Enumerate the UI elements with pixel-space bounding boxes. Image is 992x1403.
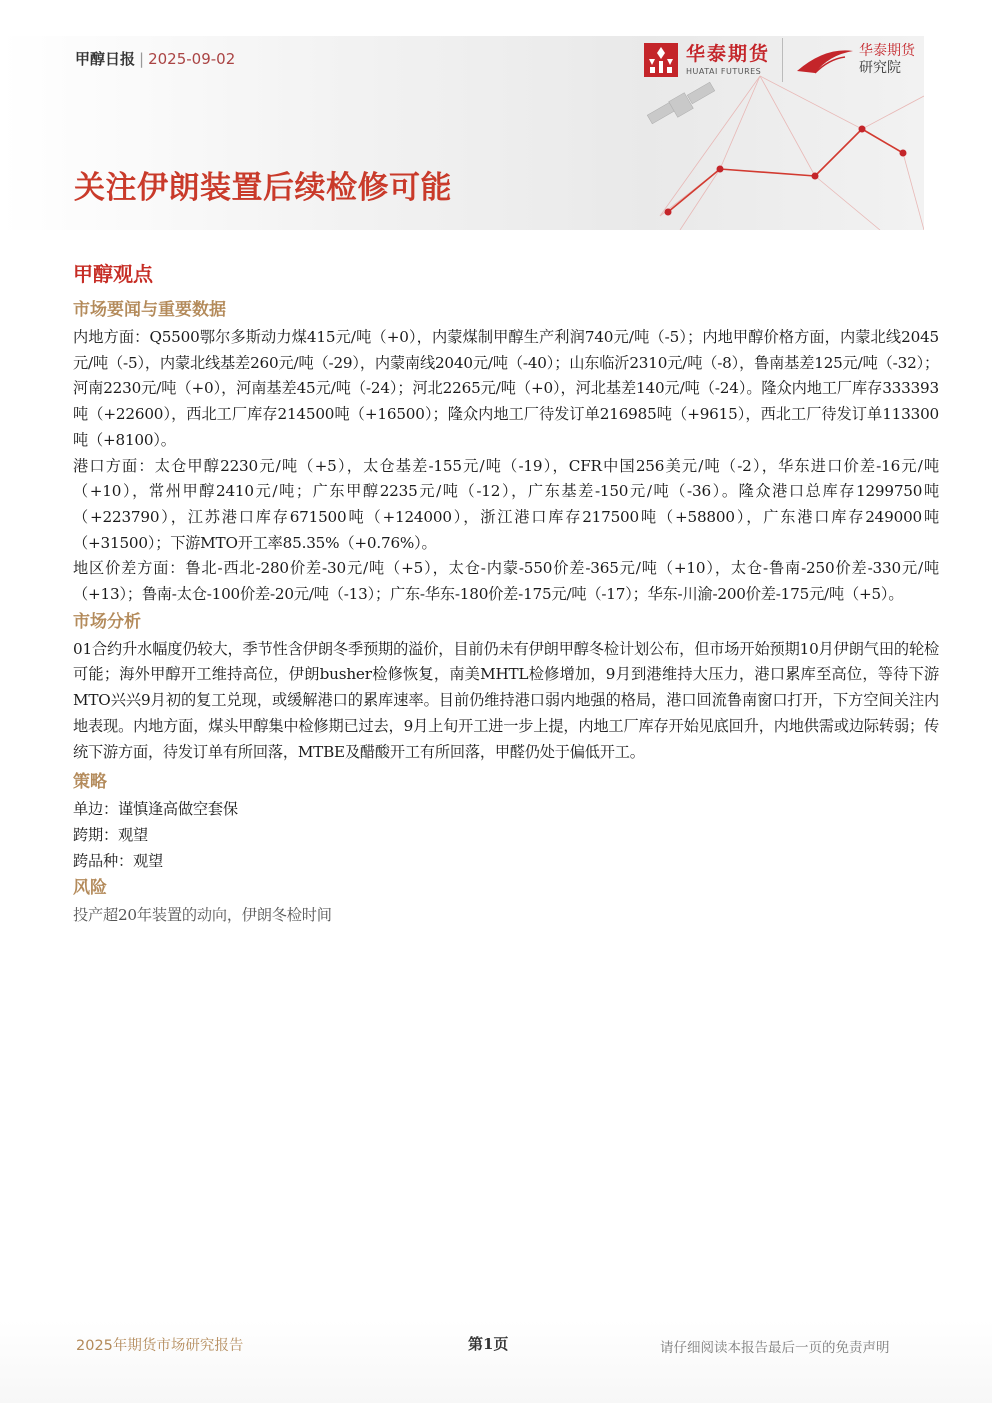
strategy-item-calendar: 跨期：观望 bbox=[73, 825, 148, 844]
risk-paragraph: 投产超20年装置的动向，伊朗冬检时间 bbox=[73, 906, 332, 925]
report-title: 关注伊朗装置后续检修可能 bbox=[74, 170, 452, 206]
logo-chinese: 华泰期货 bbox=[686, 43, 771, 65]
institute-line1: 华泰期货 bbox=[859, 43, 916, 59]
news-paragraph-port: 港口方面：太仓甲醇2230元/吨（+5），太仓基差-155元/吨（-19），CFR中国256美元/吨（-2），华东进口价差-16元/吨（+10），常州甲醇2410元/吨；广东甲醇2235元/吨（-12），广东基差-150元/吨（-36）。隆众港口总库存1299750吨（+223790），江苏港口库存671500吨（+124000），浙江港口库存217500吨（+58800），广东港口库存249000吨（+31500）；下游MTO开工率85.35%（+0.76%）。 bbox=[73, 456, 939, 552]
report-header bbox=[75, 48, 235, 69]
header-separator: | bbox=[139, 50, 145, 68]
disclaimer-note: 请仔细阅读本报告最后一页的免责声明 bbox=[660, 1340, 890, 1356]
footer-report-name: 2025年期货市场研究报告 bbox=[76, 1338, 244, 1354]
section-heading-main: 甲醇观点 bbox=[73, 262, 153, 286]
page-number: 第1页 bbox=[468, 1335, 509, 1353]
analysis-paragraph: 01合约升水幅度仍较大，季节性含伊朗冬季预期的溢价，目前仍未有伊朗甲醇冬检计划公布，但市场开始预期10月伊朗气田的轮检可能；海外甲醇开工维持高位，伊朗busher检修恢复，南美MHTL检修增加，9月到港维持大压力，港口累库至高位，等待下游MTO兴兴9月初的复工兑现，或缓解港口的累库速率。目前仍维持港口弱内地强的格局，港口回流鲁南窗口打开，下方空间关注内地表现。内地方面，煤头甲醇集中检修期已过去，9月上旬开工进一步上提，内地工厂库存开始见底回升，内地供需或边际转弱；传统下游方面，待发订单有所回落，MTBE及醋酸开工有所回落，甲醛仍处于偏低开工。 bbox=[73, 639, 939, 761]
research-institute-logo-icon bbox=[795, 43, 855, 77]
logo-divider bbox=[782, 38, 783, 82]
strategy-heading: 策略 bbox=[73, 772, 107, 793]
news-heading: 市场要闻与重要数据 bbox=[73, 300, 226, 320]
strategy-item-unilateral: 单边：谨慎逢高做空套保 bbox=[73, 800, 238, 819]
strategy-item-cross: 跨品种：观望 bbox=[73, 851, 163, 870]
institute-line2: 研究院 bbox=[859, 60, 902, 76]
analysis-heading: 市场分析 bbox=[73, 611, 141, 632]
report-date: 2025-09-02 bbox=[148, 50, 236, 68]
logo-english: HUATAI FUTURES bbox=[686, 67, 762, 76]
huatai-logo-icon bbox=[644, 43, 678, 77]
risk-heading: 风险 bbox=[73, 878, 107, 899]
company-logo bbox=[644, 38, 915, 82]
report-body bbox=[73, 258, 939, 929]
news-paragraph-spread: 地区价差方面：鲁北-西北-280价差-30元/吨（+5），太仓-内蒙-550价差-365元/吨（+10），太仓-鲁南-250价差-330元/吨（+13）；鲁南-太仓-100价差-20元/吨（-13）；广东-华东-180价差-175元/吨（-17）；华东-川渝-200价差-175元/吨（+5）。 bbox=[73, 559, 939, 604]
report-type: 甲醇日报 bbox=[75, 50, 136, 68]
news-paragraph-inland: 内地方面：Q5500鄂尔多斯动力煤415元/吨（+0），内蒙煤制甲醇生产利润740元/吨（-5）；内地甲醇价格方面，内蒙北线2045元/吨（-5），内蒙北线基差260元/吨（-29），内蒙南线2040元/吨（-40）；山东临沂2310元/吨（-8），鲁南基差125元/吨（-32）；河南2230元/吨（+0），河南基差45元/吨（-24）；河北2265元/吨（+0），河北基差140元/吨（-24）。隆众内地工厂库存333393吨（+22600），西北工厂库存214500吨（+16500）；隆众内地工厂待发订单216985吨（+9615），西北工厂待发订单113300吨（+8100）。 bbox=[73, 328, 939, 449]
